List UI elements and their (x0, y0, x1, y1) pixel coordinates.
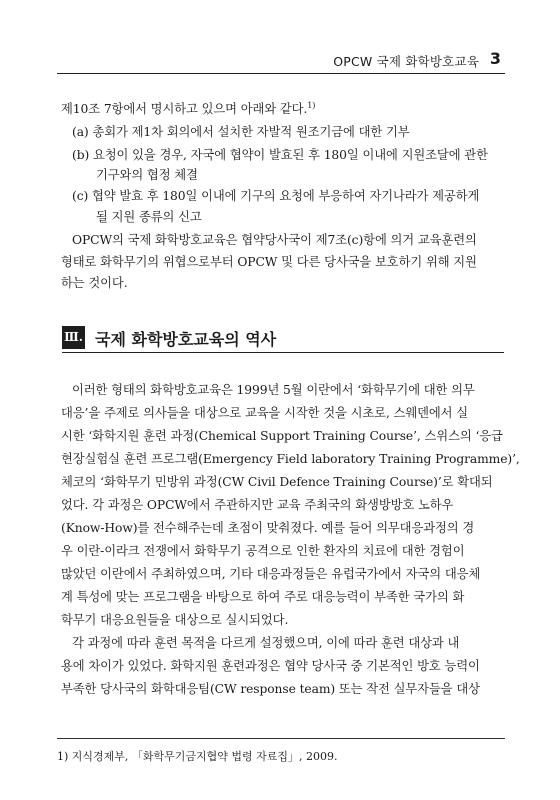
section-rule (62, 352, 504, 353)
paragraph-line: 형태로 화학무기의 위협으로부터 OPCW 및 다른 당사국을 보호하기 위해 지원 (61, 255, 477, 269)
running-header (57, 48, 505, 74)
footnote-ref: 1) (307, 100, 316, 110)
paragraph-line: 우 이란-이라크 전쟁에서 화학무기 공격으로 인한 환자의 치료에 대한 경험이 (61, 544, 465, 558)
paragraph-line: 체코의 ‘화학무기 민방위 과정(CW Civil Defence Training Course)’로 확대되 (61, 475, 493, 489)
list-item-b-cont: 기구와의 협정 체결 (96, 168, 198, 182)
paragraph-line: 계 특성에 맞는 프로그램을 바탕으로 하여 주로 대응능력이 부족한 국가의 화 (61, 590, 465, 604)
paragraph-line: 시한 ‘화학지원 훈련 과정(Chemical Support Training Course’, 스위스의 ‘응급 (61, 429, 503, 443)
paragraph-line: 대응’을 주제로 의사들을 대상으로 교육을 시작한 것을 시초로, 스웨덴에서 실 (61, 406, 469, 420)
paragraph-line: 학무기 대응요원들을 대상으로 실시되었다. (61, 613, 289, 627)
paragraph-line: 부족한 당사국의 화학대응팀(CW response team) 또는 작전 실무자들을 대상 (61, 682, 480, 696)
paragraph-line: 현장실험실 훈련 프로그램(Emergency Field laboratory Training Programme)’, (61, 452, 520, 466)
list-item-b: (b) 요청이 있을 경우, 자국에 협약이 발효된 후 180일 이내에 지원조달에 관한 (72, 148, 488, 162)
section-title: 국제 화학방호교육의 역사 (95, 330, 277, 349)
footnote: 1) 지식경제부, 「화학무기금지협약 법령 자료집」, 2009. (57, 750, 338, 763)
paragraph-line: 많았던 이란에서 주최하였으며, 기타 대응과정들은 유럽국가에서 자국의 대응체 (61, 567, 481, 581)
paragraph-line: OPCW의 국제 화학방호교육은 협약당사국이 제7조(c)항에 의거 교육훈련의 (72, 233, 477, 247)
intro-line: 제10조 7항에서 명시하고 있으며 아래와 같다.$^{1)}$ (61, 100, 316, 116)
paragraph-line: 이러한 형태의 화학방호교육은 1999년 5월 이란에서 ‘화학무기에 대한 의무 (72, 383, 475, 397)
paragraph-line: (Know-How)를 전수해주는데 초점이 맞춰졌다. 예를 들어 의무대응과정의 경 (61, 521, 475, 535)
paragraph-line: 었다. 각 과정은 OPCW에서 주관하지만 교육 주최국의 화생방방호 노하우 (61, 498, 454, 512)
footnote-rule (57, 738, 505, 739)
paragraph-line: 용에 차이가 있었다. 화학지원 훈련과정은 협약 당사국 중 기본적인 방호 능력이 (61, 659, 480, 673)
paragraph-line: 하는 것이다. (61, 276, 128, 290)
page-number: 3 (489, 49, 501, 68)
list-item-c: (c) 협약 발효 후 180일 이내에 기구의 요청에 부응하여 자기나라가 제공하게 (72, 189, 480, 203)
section-number: Ⅲ. (62, 326, 85, 349)
running-header-title: OPCW 국제 화학방호교육 (333, 54, 479, 69)
list-item-c-cont: 될 지원 종류의 신고 (96, 210, 202, 224)
header-rule (57, 73, 505, 74)
paragraph-line: 각 과정에 따라 훈련 목적을 다르게 설정했으며, 이에 따라 훈련 대상과 내 (72, 636, 460, 650)
list-item-a: (a) 총회가 제1차 회의에서 설치한 자발적 원조기금에 대한 기부 (72, 125, 410, 139)
